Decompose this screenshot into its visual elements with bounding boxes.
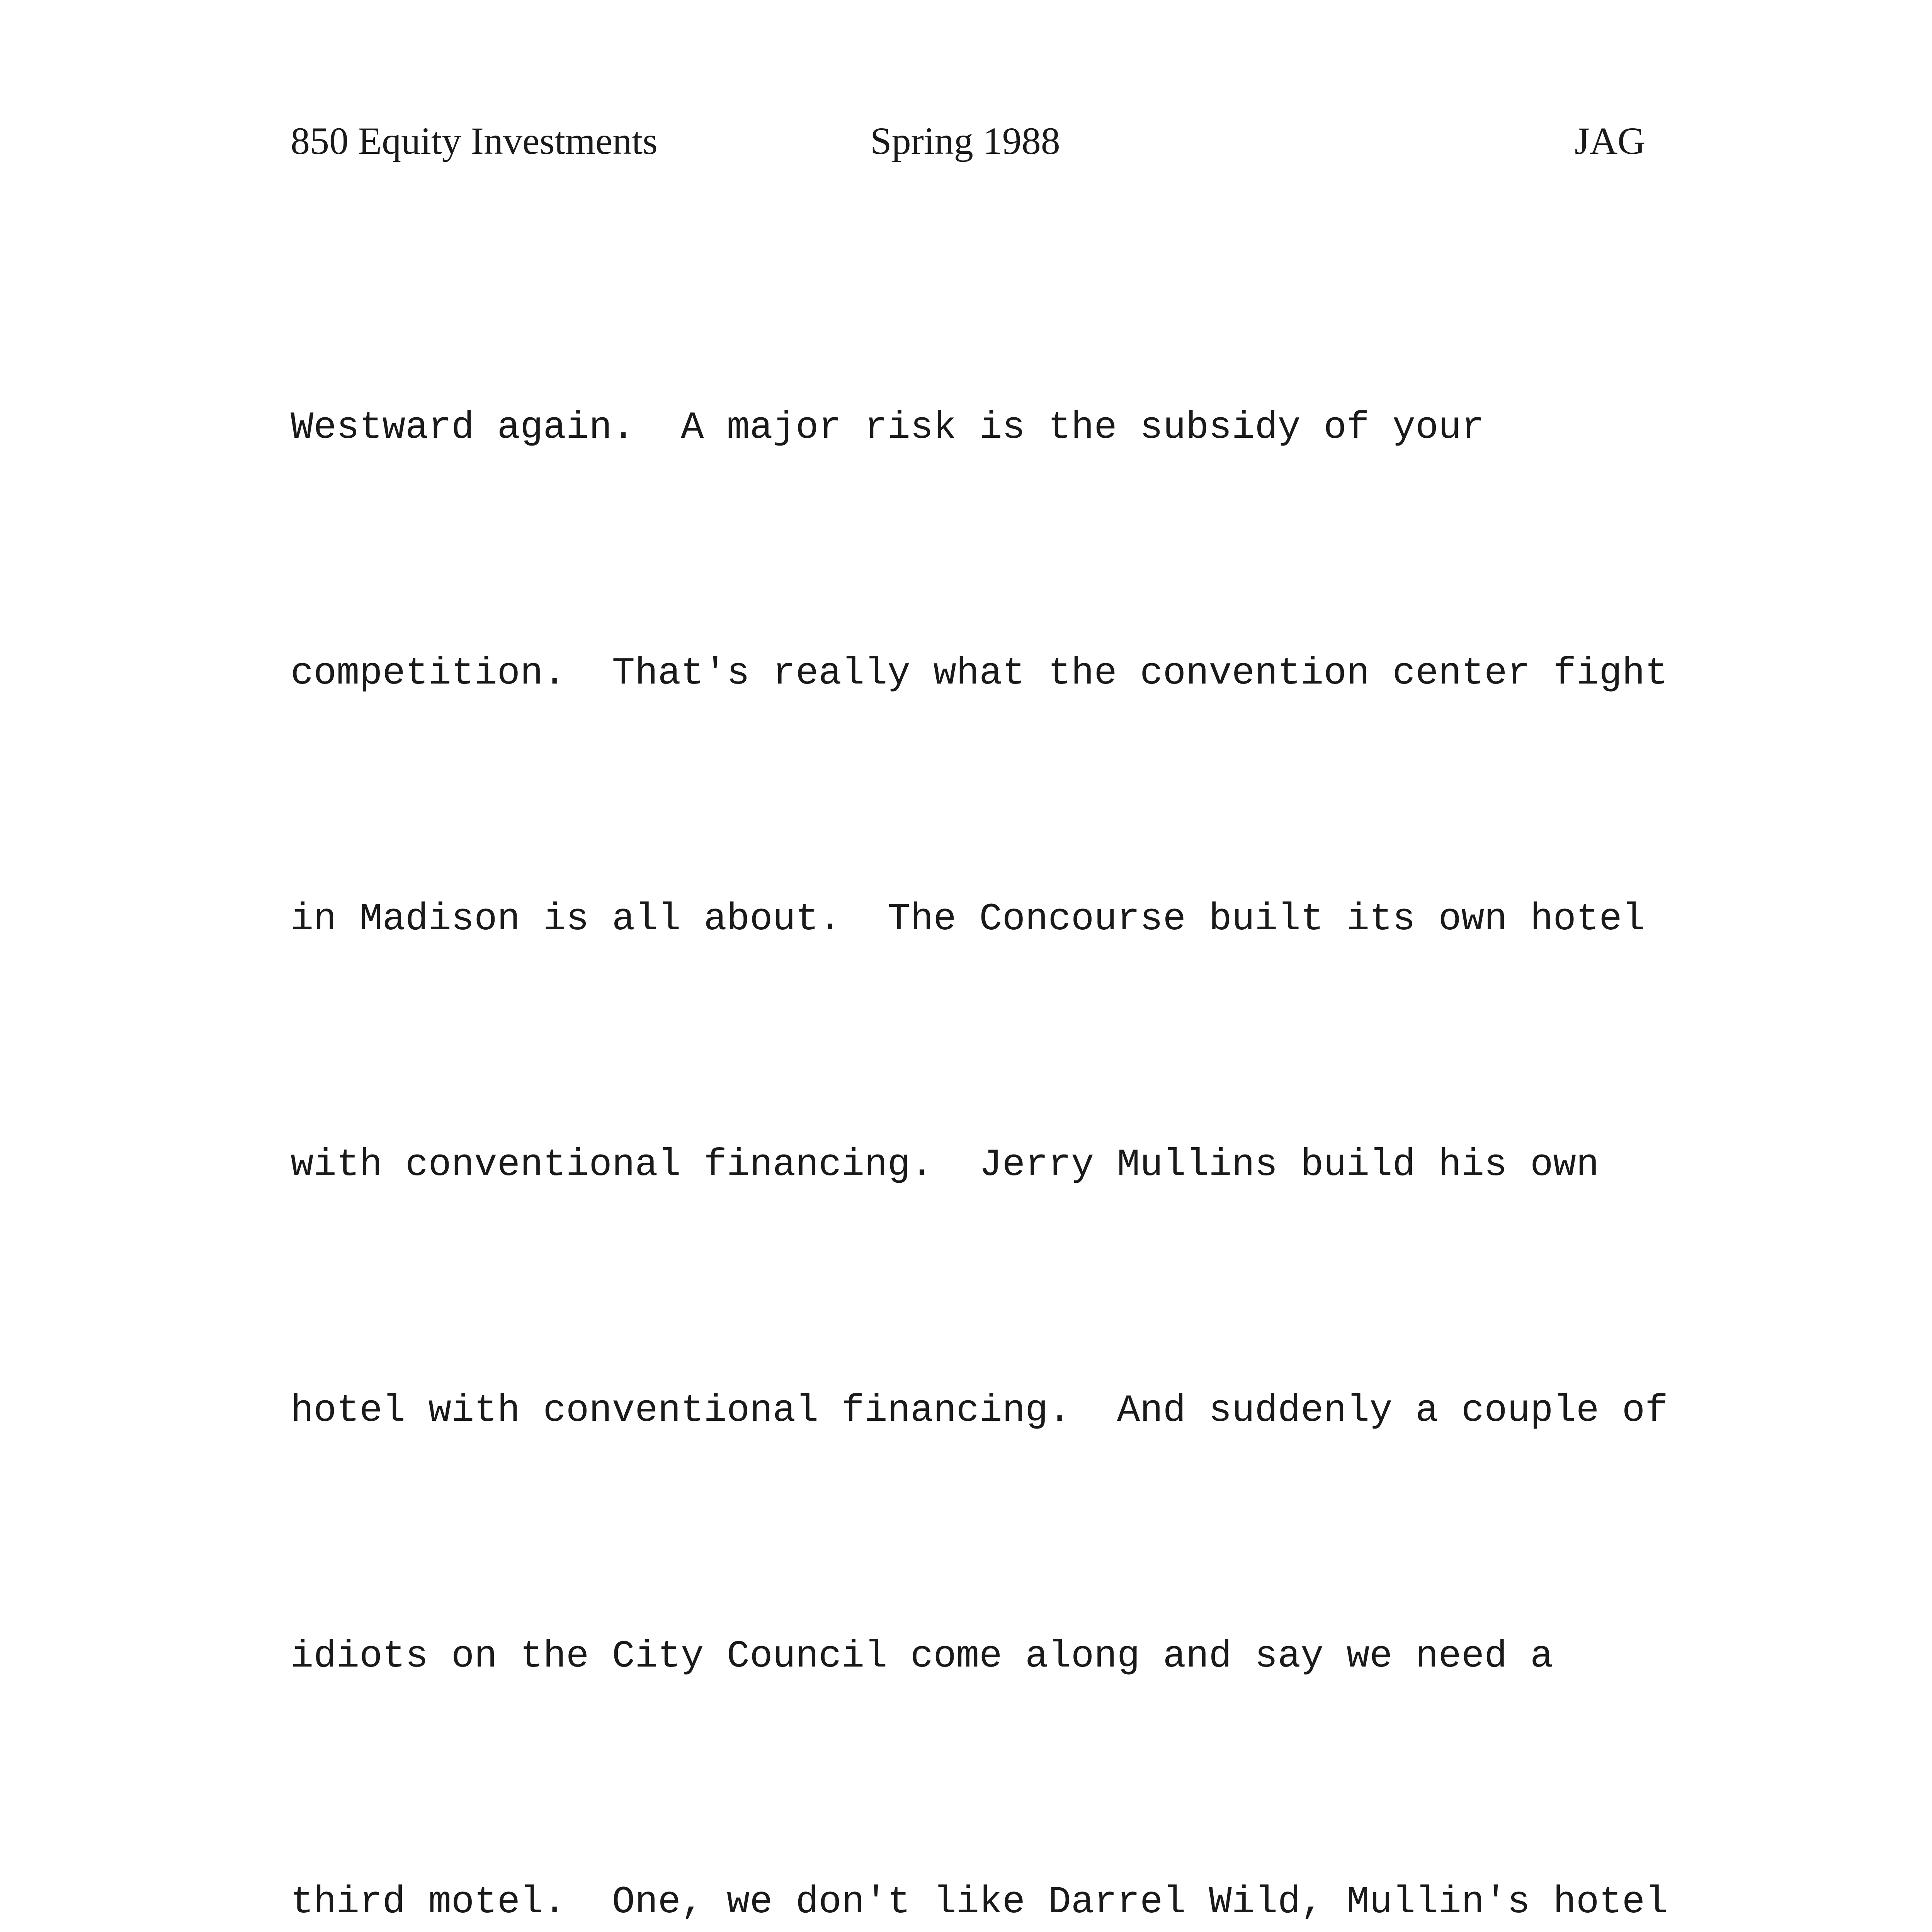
transcript-body bbox=[291, 223, 1720, 1932]
text-line: idiots on the City Council come along and say we need a bbox=[291, 1635, 1553, 1678]
author-initials: JAG bbox=[1575, 119, 1646, 162]
page-header bbox=[0, 116, 1932, 166]
text-line: in Madison is all about. The Concourse built its own hotel bbox=[291, 898, 1645, 941]
text-line: with conventional financing. Jerry Mullins build his own bbox=[291, 1143, 1599, 1187]
text-line: hotel with conventional financing. And suddenly a couple of bbox=[291, 1389, 1668, 1432]
course-title: 850 Equity Investments bbox=[291, 119, 658, 162]
text-line: Westward again. A major risk is the subsidy of your bbox=[291, 406, 1485, 449]
text-line: competition. That's really what the convention center fight bbox=[291, 652, 1668, 695]
text-line: third motel. One, we don't like Darrel Wild, Mullin's hotel bbox=[291, 1881, 1668, 1924]
term-label: Spring 1988 bbox=[870, 119, 1060, 162]
